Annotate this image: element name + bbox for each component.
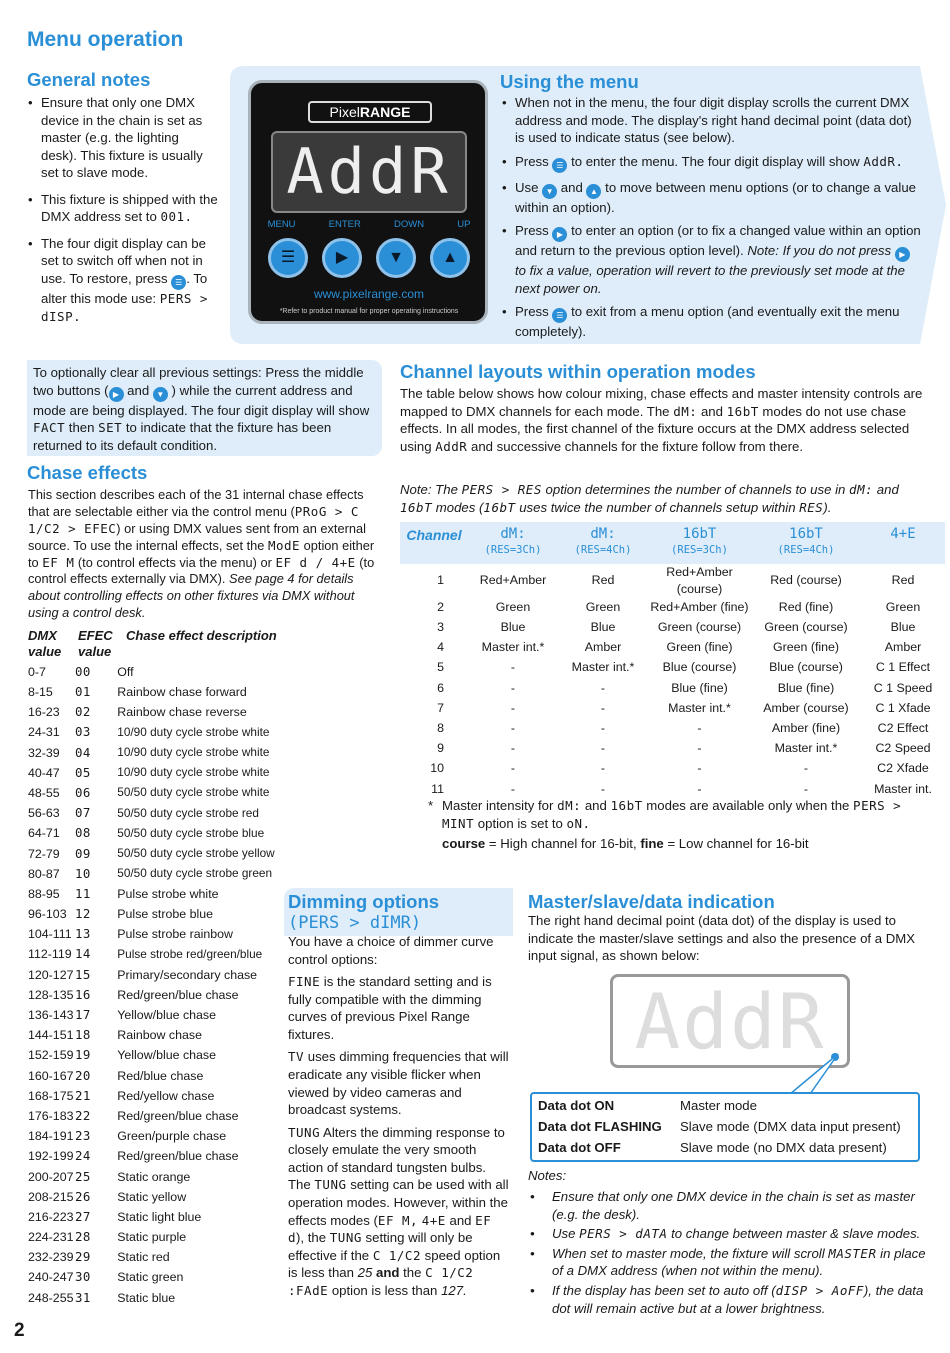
chevron-down-icon: ▼ — [153, 387, 168, 402]
channel-function-cell: C 1 Speed — [873, 680, 933, 695]
table-row — [28, 884, 288, 904]
note-item: • If the display has been set to auto off (dISP > AoFF), the data dot will remain active but at a lower brightness. — [530, 1282, 928, 1317]
channel-number-cell: 5 — [437, 660, 444, 675]
dmx-value-cell: 144-151 — [28, 1028, 74, 1043]
menu-lines-icon: ☰ — [552, 158, 567, 173]
dmx-value-cell: 96-103 — [28, 907, 67, 922]
channel-function-cell: Blue (fine) — [671, 680, 728, 695]
table-row — [28, 985, 288, 1005]
table-row — [28, 702, 288, 722]
chevron-down-icon: ▼ — [542, 184, 557, 199]
legend-value: Slave mode (no DMX data present) — [680, 1140, 887, 1155]
table-row — [28, 662, 288, 682]
channel-function-cell: - — [697, 720, 702, 735]
legend-row — [538, 1139, 912, 1160]
dmx-value-cell: 216-223 — [28, 1209, 74, 1224]
table-row — [28, 1066, 288, 1086]
channel-function-cell: - — [510, 680, 516, 695]
efec-value-cell: 21 — [74, 1087, 91, 1103]
table-row — [400, 759, 945, 779]
col-mode: 16bT (RES=3Ch) — [671, 526, 728, 556]
table-row — [28, 1025, 288, 1045]
col-dmx-value: DMX value — [28, 628, 62, 660]
channel-function-cell: Blue — [500, 620, 526, 635]
channel-function-cell: Amber (fine) — [771, 720, 841, 735]
description-cell: Red/blue chase — [117, 1068, 204, 1083]
dmx-value-cell: 136-143 — [28, 1008, 74, 1023]
efec-value-cell: 09 — [74, 845, 91, 861]
description-cell: Static blue — [117, 1290, 176, 1305]
dmx-value-cell: 240-247 — [28, 1270, 74, 1285]
efec-value-cell: 08 — [74, 825, 91, 841]
dmx-value-cell: 248-255 — [28, 1290, 74, 1305]
efec-value-cell: 27 — [74, 1208, 91, 1224]
table-row — [28, 1126, 288, 1146]
channel-function-cell: Red (fine) — [778, 599, 834, 614]
table-row — [28, 803, 288, 823]
legend-key: Data dot ON — [538, 1098, 615, 1113]
channel-function-cell: C 1 Xfade — [875, 700, 931, 715]
using-menu-item: • Press ▶ to enter an option (or to fix a changed value within an option and return to the previous option level). Note: If you do not press ▶ to fix a value, operation will revert to the previously set mode at the next power on. — [502, 222, 922, 297]
channel-number-cell: 9 — [437, 741, 444, 756]
channel-function-cell: C2 Speed — [875, 741, 931, 756]
table-row — [400, 738, 945, 758]
description-cell: 50/50 duty cycle strobe red — [117, 805, 259, 820]
using-menu-item: • When not in the menu, the four digit display scrolls the current DMX address and mode. The display's right hand decimal point (data dot) is used to indicate status (see below). — [502, 94, 922, 147]
channel-function-cell: Master int. — [874, 781, 932, 796]
channel-function-cell: Blue (course) — [662, 660, 737, 675]
table-row — [400, 637, 945, 657]
using-menu-item: • Use ▼ and ▲ to move between menu options (or to change a value within an option). — [502, 179, 922, 217]
dmx-value-cell: 112-119 — [28, 947, 72, 962]
master-slave-notes — [530, 1188, 928, 1323]
legend-key: Data dot OFF — [538, 1140, 621, 1155]
enter-button[interactable] — [322, 238, 362, 278]
table-row — [28, 1005, 288, 1025]
efec-value-cell: 26 — [74, 1188, 91, 1204]
dmx-value-cell: 40-47 — [28, 765, 60, 780]
description-cell: Static light blue — [117, 1209, 202, 1224]
dmx-value-cell: 56-63 — [28, 806, 60, 821]
description-cell: 10/90 duty cycle strobe white — [117, 765, 270, 780]
col-mode: 16bT (RES=4Ch) — [777, 526, 835, 556]
description-cell: Rainbow chase — [117, 1028, 203, 1043]
status-display-text: AddR — [634, 977, 826, 1066]
channel-function-cell: - — [510, 741, 516, 756]
channel-function-cell: - — [697, 761, 702, 776]
channel-function-cell: - — [600, 781, 606, 796]
chase-effects-table — [28, 662, 288, 1308]
efec-value-cell: 00 — [74, 663, 91, 679]
channel-function-cell: Red — [891, 573, 915, 588]
channel-function-cell: Master int.* — [481, 640, 545, 655]
efec-value-cell: 19 — [74, 1047, 91, 1063]
page-number: 2 — [14, 1320, 25, 1341]
table-row — [28, 1147, 288, 1167]
channel-function-cell: Amber (course) — [763, 700, 849, 715]
play-right-icon: ▶ — [552, 227, 567, 242]
channel-function-cell: C2 Effect — [877, 720, 929, 735]
efec-value-cell: 24 — [74, 1148, 91, 1164]
label-up: UP — [457, 219, 471, 230]
channel-function-cell: - — [510, 781, 516, 796]
dmx-value-cell: 72-79 — [28, 846, 60, 861]
channel-function-cell: - — [510, 720, 516, 735]
device-brand-logo: PixelRANGE — [308, 101, 432, 123]
table-row — [28, 1288, 288, 1308]
channel-function-cell: Red (course) — [770, 573, 842, 588]
col-mode: dM: (RES=3Ch) — [484, 526, 542, 556]
description-cell: Rainbow chase forward — [117, 685, 247, 700]
channel-layouts-heading: Channel layouts within operation modes — [400, 361, 756, 382]
channel-number-cell: 1 — [437, 573, 444, 588]
channel-table — [400, 522, 945, 799]
label-enter: ENTER — [328, 219, 361, 230]
table-row — [400, 779, 945, 799]
channel-footnote: * Master intensity for dM: and 16bT modes are available only when the PERS > MINT option is set to oN. course = High channel for 16-bit, fine = Low channel for 16-bit — [428, 798, 902, 852]
channel-number-cell: 10 — [430, 761, 444, 776]
dmx-value-cell: 16-23 — [28, 705, 60, 720]
dmx-value-cell: 224-231 — [28, 1230, 74, 1245]
efec-value-cell: 11 — [74, 885, 91, 901]
channel-number-cell: 8 — [437, 720, 444, 735]
dmx-value-cell: 208-215 — [28, 1189, 74, 1204]
note-item: • Use PERS > dATA to change between master & slave modes. — [530, 1225, 928, 1243]
description-cell: Red/green/blue chase — [117, 987, 239, 1002]
table-row — [28, 824, 288, 844]
legend-row — [538, 1097, 912, 1118]
table-row — [28, 763, 288, 783]
col-mode: dM: (RES=4Ch) — [574, 526, 632, 556]
play-right-icon: ▶ — [109, 387, 124, 402]
description-cell: Static orange — [117, 1169, 191, 1184]
efec-value-cell: 16 — [74, 986, 91, 1002]
description-cell: Red/green/blue chase — [117, 1149, 239, 1164]
description-cell: Static green — [117, 1270, 184, 1285]
description-cell: 50/50 duty cycle strobe white — [117, 785, 270, 800]
efec-value-cell: 10 — [74, 865, 91, 881]
efec-value-cell: 14 — [74, 946, 91, 962]
channel-function-cell: - — [600, 761, 606, 776]
dmx-value-cell: 200-207 — [28, 1169, 74, 1184]
dmx-value-cell: 80-87 — [28, 866, 60, 881]
description-cell: Yellow/blue chase — [117, 1008, 217, 1023]
dmx-value-cell: 176-183 — [28, 1108, 74, 1123]
efec-value-cell: 28 — [74, 1229, 91, 1245]
factory-reset-box: To optionally clear all previous settings: Press the middle two buttons ( ▶ and ▼ ) while the current address and mode are being displayed. The four digit display will show FACT then SET to indicate that the fixture has been returned to its default condition. — [27, 360, 382, 456]
channel-function-cell: Master int.* — [571, 660, 635, 675]
dmx-value-cell: 184-191 — [28, 1129, 74, 1144]
table-row — [28, 1086, 288, 1106]
channel-function-cell: Amber — [884, 640, 922, 655]
channel-function-cell: - — [510, 761, 516, 776]
description-cell: Red/yellow chase — [117, 1088, 215, 1103]
general-note-item: • Ensure that only one DMX device in the chain is set as master (e.g. the lighting desk). This fixture is usually set to slave mode. — [28, 94, 218, 182]
efec-value-cell: 06 — [74, 784, 91, 800]
description-cell: Rainbow chase reverse — [117, 705, 247, 720]
col-description: Chase effect description — [126, 628, 277, 643]
general-notes-list — [28, 94, 218, 331]
menu-lines-icon: ☰ — [552, 308, 567, 323]
dimming-subheading: (PERS > dIMR) — [288, 913, 422, 933]
dmx-value-cell: 192-199 — [28, 1149, 74, 1164]
table-row — [28, 945, 288, 965]
dmx-value-cell: 24-31 — [28, 725, 60, 740]
description-cell: 50/50 duty cycle strobe green — [117, 866, 273, 881]
description-cell: Static red — [117, 1250, 170, 1265]
channel-function-cell: Red+Amber — [479, 573, 547, 588]
efec-value-cell: 15 — [74, 966, 91, 982]
control-panel-device — [248, 80, 488, 324]
efec-value-cell: 29 — [74, 1249, 91, 1265]
efec-value-cell: 12 — [74, 906, 91, 922]
legend-key: Data dot FLASHING — [538, 1119, 662, 1134]
table-row — [28, 1207, 288, 1227]
dmx-value-cell: 120-127 — [28, 967, 74, 982]
channel-function-cell: Blue (course) — [769, 660, 843, 675]
table-row — [28, 1187, 288, 1207]
channel-function-cell: Red — [591, 573, 615, 588]
efec-value-cell: 18 — [74, 1027, 91, 1043]
chevron-up-icon: ▲ — [586, 184, 601, 199]
efec-value-cell: 05 — [74, 764, 91, 780]
play-right-icon: ▶ — [895, 247, 910, 262]
channel-function-cell: Green (fine) — [772, 640, 840, 655]
channel-function-cell: Master int.* — [774, 741, 838, 756]
label-menu: MENU — [267, 219, 296, 230]
dimming-heading: Dimming options — [288, 891, 440, 912]
menu-button[interactable] — [268, 238, 308, 278]
description-cell: 10/90 duty cycle strobe white — [117, 724, 270, 739]
master-slave-intro: The right hand decimal point (data dot) of the display is used to indicate the master/slave settings and also the presence of a DMX input signal, as shown below: — [528, 913, 916, 964]
channel-function-cell: Green — [585, 599, 621, 614]
efec-value-cell: 23 — [74, 1128, 91, 1144]
col-mode: 4+E — [890, 526, 916, 542]
up-button[interactable] — [430, 238, 470, 278]
description-cell: 50/50 duty cycle strobe yellow — [117, 845, 275, 860]
dmx-value-cell: 232-239 — [28, 1250, 74, 1265]
down-button[interactable] — [376, 238, 416, 278]
legend-row — [538, 1118, 912, 1139]
channel-function-cell: Green (course) — [764, 620, 848, 635]
table-row — [400, 617, 945, 637]
channel-layouts-intro: The table below shows how colour mixing, chase effects and master intensity controls are mapped to DMX channels for each mode. The dM: and 16bT modes do not use chase effects. In all modes, the first channel of the fixture occurs at the DMX address selected using AddR and successive channels for the fixture follow from there. — [400, 386, 923, 454]
using-menu-item: • Press ☰ to exit from a menu option (and eventually exit the menu completely). — [502, 303, 922, 341]
efec-value-cell: 01 — [74, 684, 91, 700]
efec-value-cell: 31 — [74, 1289, 91, 1305]
table-row — [28, 844, 288, 864]
description-cell: Pulse strobe blue — [117, 907, 214, 922]
description-cell: 50/50 duty cycle strobe blue — [117, 825, 265, 840]
device-button-labels — [251, 219, 487, 232]
description-cell: Primary/secondary chase — [117, 967, 258, 982]
dmx-value-cell: 88-95 — [28, 886, 60, 901]
dmx-value-cell: 0-7 — [28, 664, 46, 679]
channel-function-cell: C 1 Effect — [875, 660, 931, 675]
channel-function-cell: Green (course) — [657, 620, 742, 635]
legend-value: Slave mode (DMX data input present) — [680, 1119, 901, 1134]
device-display: AddR — [271, 131, 467, 213]
note-item: • Ensure that only one DMX device in the chain is set as master (e.g. the desk). — [530, 1188, 928, 1223]
table-row — [400, 678, 945, 698]
channel-function-cell: - — [697, 741, 702, 756]
general-note-item: • This fixture is shipped with the DMX address set to 001. — [28, 191, 218, 226]
channel-function-cell: Red+Amber (course) — [666, 565, 733, 596]
efec-value-cell: 20 — [74, 1067, 91, 1083]
channel-number-cell: 3 — [437, 620, 444, 635]
description-cell: Static purple — [117, 1230, 187, 1245]
efec-value-cell: 03 — [74, 724, 91, 740]
description-cell: Pulse strobe white — [117, 886, 219, 901]
channel-number-cell: 2 — [437, 599, 444, 614]
description-cell: Red/green/blue chase — [117, 1108, 239, 1123]
play-right-icon: ▶ — [335, 249, 349, 267]
using-menu-heading: Using the menu — [500, 71, 639, 92]
channel-function-cell: C2 Xfade — [877, 761, 929, 776]
menu-lines-icon: ☰ — [171, 275, 186, 290]
channel-function-cell: - — [600, 700, 606, 715]
table-row — [400, 658, 945, 678]
dmx-value-cell: 64-71 — [28, 826, 60, 841]
table-row — [400, 718, 945, 738]
efec-value-cell: 13 — [74, 926, 91, 942]
channel-number-cell: 6 — [437, 680, 444, 695]
channel-function-cell: - — [803, 781, 809, 796]
efec-value-cell: 07 — [74, 805, 91, 821]
channel-function-cell: - — [803, 761, 809, 776]
chase-effects-heading: Chase effects — [27, 462, 148, 483]
dmx-value-cell: 48-55 — [28, 785, 60, 800]
table-row — [28, 743, 288, 763]
table-row — [28, 1167, 288, 1187]
menu-lines-icon: ☰ — [280, 249, 296, 267]
dmx-value-cell: 128-135 — [28, 987, 74, 1002]
efec-value-cell: 22 — [74, 1107, 91, 1123]
channel-function-cell: Master int.* — [668, 700, 731, 715]
notes-label: Notes: — [528, 1168, 567, 1183]
table-row — [28, 1268, 288, 1288]
page-title: Menu operation — [27, 28, 184, 51]
table-row — [28, 1046, 288, 1066]
channel-function-cell: - — [600, 680, 606, 695]
channel-function-cell: Green (fine) — [666, 640, 733, 655]
table-row — [28, 924, 288, 944]
efec-value-cell: 04 — [74, 744, 91, 760]
description-cell: 10/90 duty cycle strobe white — [117, 745, 270, 759]
col-channel: Channel — [406, 527, 462, 543]
table-row — [400, 564, 945, 597]
using-menu-list — [502, 94, 922, 347]
channel-function-cell: - — [600, 741, 606, 756]
table-row — [28, 1247, 288, 1267]
dmx-value-cell: 8-15 — [28, 685, 53, 700]
description-cell: Pulse strobe red/green/blue — [117, 946, 263, 961]
general-notes-heading: General notes — [27, 69, 151, 90]
table-row — [28, 864, 288, 884]
channel-function-cell: - — [697, 781, 702, 796]
dmx-value-cell: 152-159 — [28, 1048, 74, 1063]
channel-function-cell: - — [510, 700, 516, 715]
description-cell: Yellow/blue chase — [117, 1048, 217, 1063]
table-row — [28, 904, 288, 924]
channel-number-cell: 7 — [437, 700, 444, 715]
table-row — [28, 723, 288, 743]
chevron-up-icon: ▲ — [442, 249, 458, 267]
channel-function-cell: Blue — [590, 620, 616, 635]
table-row — [400, 597, 945, 617]
table-row — [28, 682, 288, 702]
data-dot-legend — [530, 1092, 920, 1162]
channel-function-cell: Blue (fine) — [777, 680, 835, 695]
dmx-value-cell: 104-111 — [28, 927, 72, 942]
label-down: DOWN — [394, 219, 425, 230]
device-url: www.pixelrange.com — [313, 287, 425, 301]
chase-effects-intro: This section describes each of the 31 internal chase effects that are selectable either via the control menu (PRoG > C 1/C2 > EFEC) or using DMX values sent from an external source. To use the internal effects, set the ModE option either to EF M (to control effects via the menu) or EF d / 4+E (to control effects externally via DMX). See page 4 for details about controlling effects on other fixtures via DMX without using a control desk. — [28, 487, 375, 621]
master-slave-heading: Master/slave/data indication — [528, 891, 775, 912]
channel-layouts-note: Note: The PERS > RES option determines the number of channels to use in dM: and 16bT modes (16bT uses twice the number of channels setup within RES). — [400, 482, 899, 515]
description-cell: Green/purple chase — [117, 1129, 227, 1144]
channel-function-cell: Green — [885, 599, 921, 614]
chevron-down-icon: ▼ — [388, 249, 404, 267]
efec-value-cell: 17 — [74, 1007, 91, 1023]
col-efec-value: EFEC value — [78, 628, 113, 660]
efec-value-cell: 30 — [74, 1269, 91, 1285]
efec-value-cell: 02 — [74, 704, 91, 720]
device-footnote: *Refer to product manual for proper operating instructions — [279, 308, 459, 315]
description-cell: Off — [117, 664, 134, 679]
channel-function-cell: Blue — [890, 620, 916, 635]
channel-function-cell: Green — [495, 599, 531, 614]
table-row — [400, 698, 945, 718]
table-row — [28, 783, 288, 803]
general-note-item: • The four digit display can be set to switch off when not in use. To restore, press ☰ . To alter this mode use: PERS > dISP. — [28, 235, 218, 325]
efec-value-cell: 25 — [74, 1168, 91, 1184]
description-cell: Static yellow — [117, 1189, 187, 1204]
dmx-value-cell: 160-167 — [28, 1068, 74, 1083]
description-cell: Pulse strobe rainbow — [117, 927, 233, 942]
table-row — [28, 1227, 288, 1247]
legend-value: Master mode — [680, 1098, 757, 1113]
channel-function-cell: Amber — [584, 640, 622, 655]
using-menu-item: • Press ☰ to enter the menu. The four digit display will show AddR. — [502, 153, 922, 173]
channel-function-cell: - — [510, 660, 516, 675]
dmx-value-cell: 168-175 — [28, 1088, 74, 1103]
table-row — [28, 1106, 288, 1126]
channel-number-cell: 4 — [437, 640, 444, 655]
dmx-value-cell: 32-39 — [28, 745, 60, 760]
channel-function-cell: - — [600, 720, 606, 735]
note-item: • When set to master mode, the fixture will scroll MASTER in place of a DMX address (when not within the menu). — [530, 1245, 928, 1280]
dimming-body: You have a choice of dimmer curve control options: FINE is the standard setting and is fully compatible with the dimming curves of previous Pixel Range fixtures. TV uses dimming frequencies that will eradicate any visible flicker when viewed by video cameras and broadcast systems. TUNG Alters the dimming response to closely emulate the very smooth action of standard tungsten bulbs. The TUNG setting can be used with all operation modes. However, within the effects modes (EF M, 4+E and EF d), the TUNG setting will only be effective if the C 1/C2 speed option is less than 25 and the C 1/C2 :FAdE option is less than 127. — [288, 934, 509, 1299]
channel-number-cell: 11 — [431, 781, 444, 796]
table-row — [28, 965, 288, 985]
channel-function-cell: Red+Amber (fine) — [650, 599, 749, 614]
